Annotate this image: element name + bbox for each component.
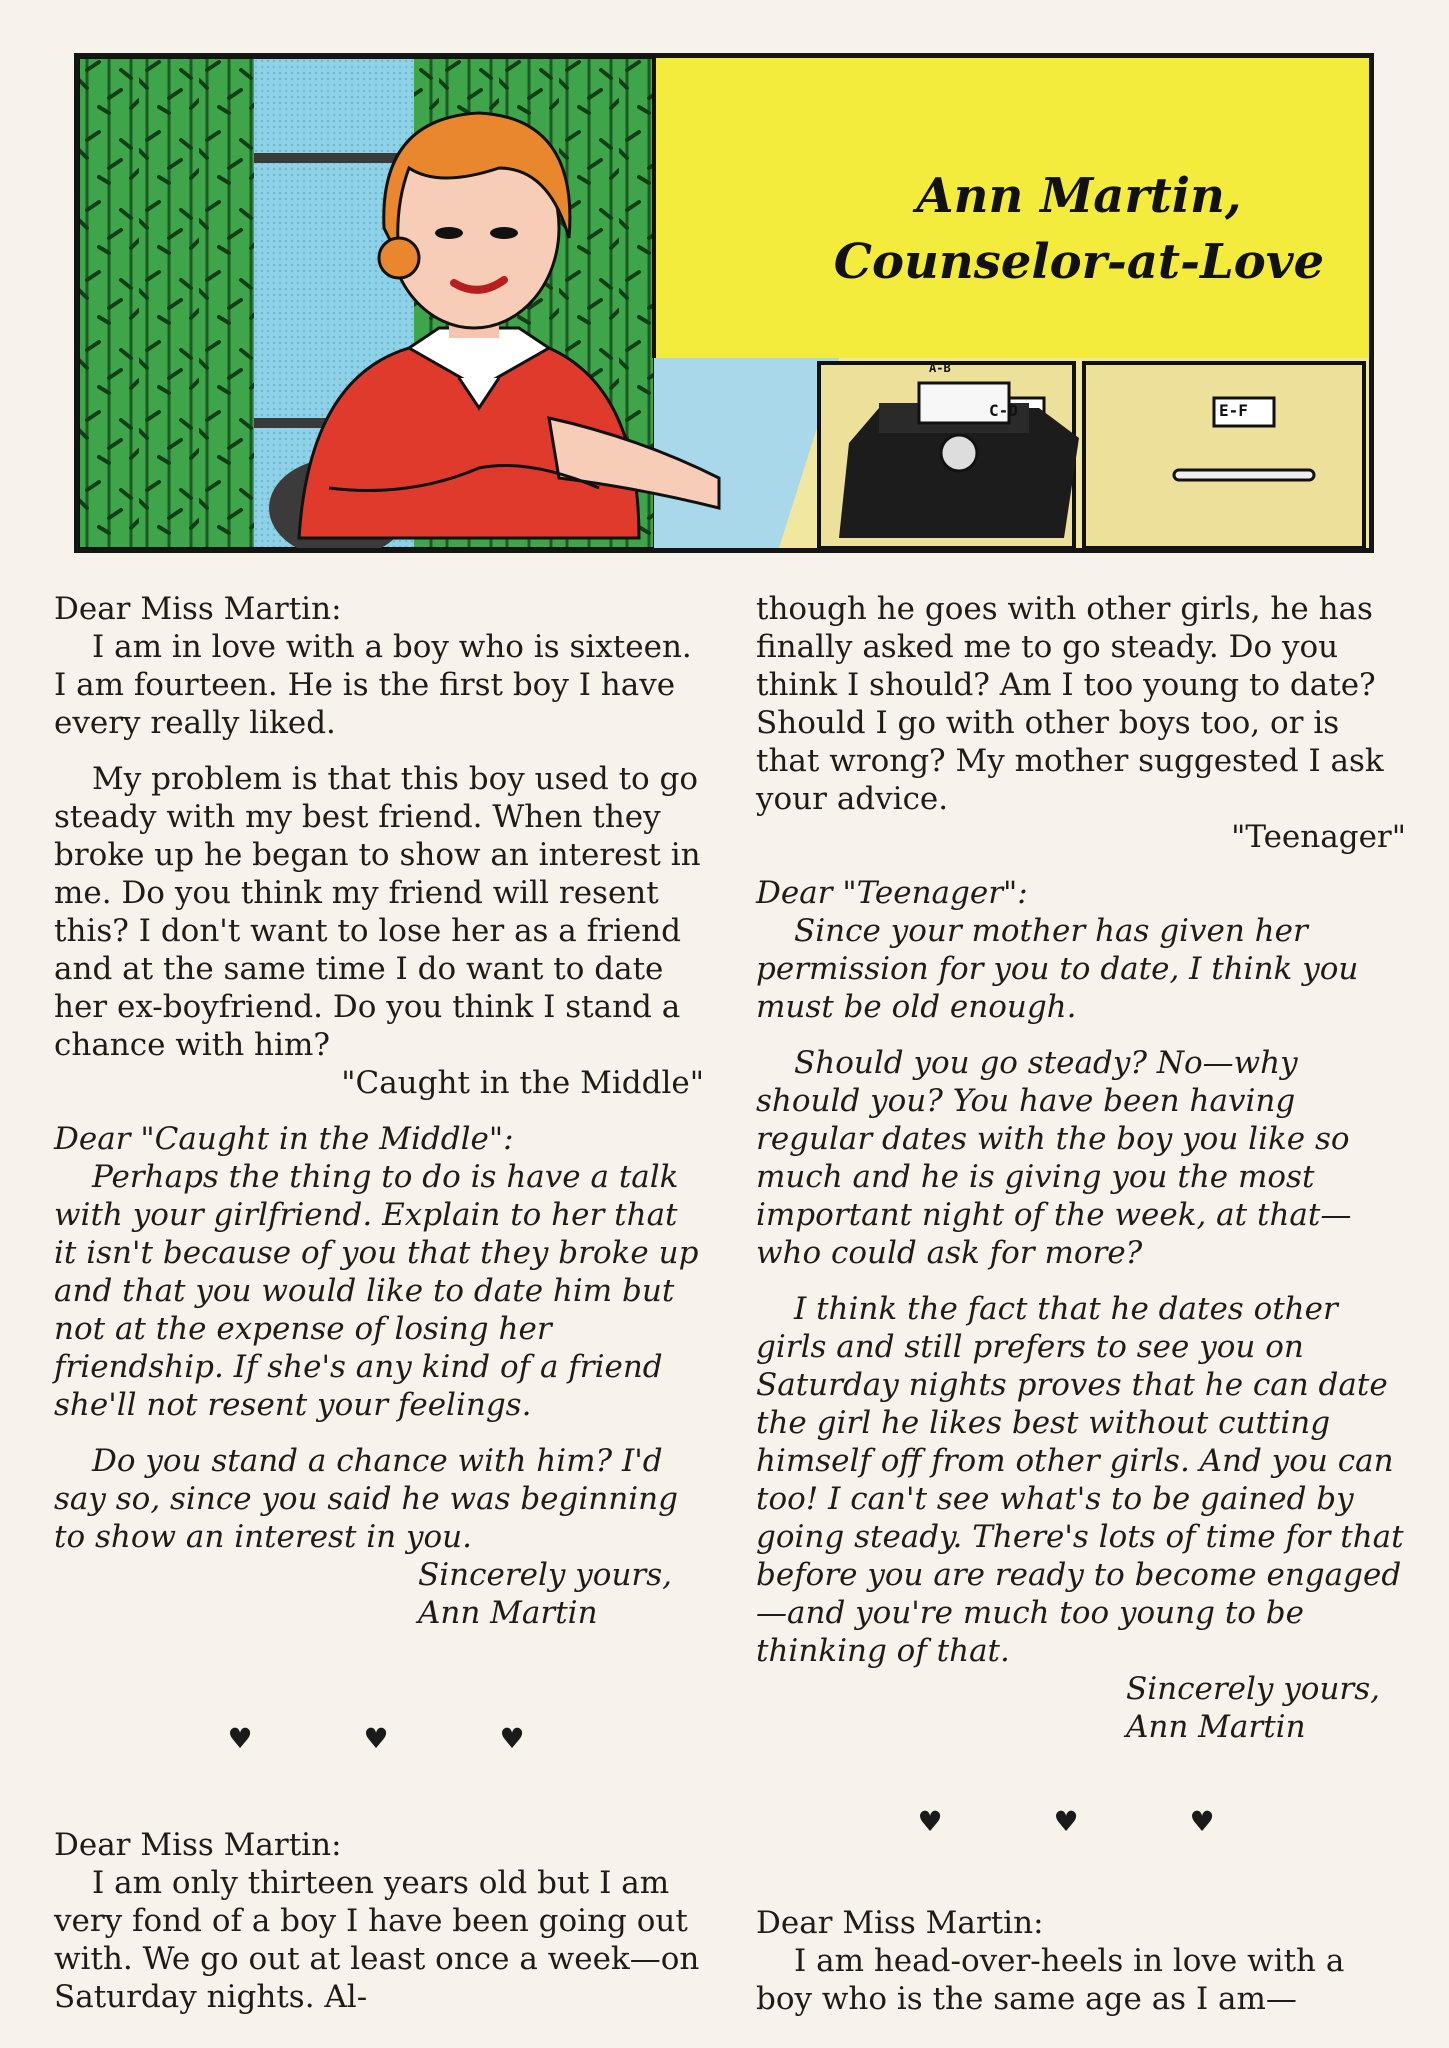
letter3-salutation: Dear Miss Martin: <box>756 1905 1044 1941</box>
letter2-salutation: Dear Miss Martin: <box>54 1827 342 1863</box>
reply1-para2: Do you stand a chance with him? I'd say so, since you said he was beginning to show an interest in you. <box>54 1443 678 1555</box>
letter3-start <box>756 1904 1406 2018</box>
heart-icon: ♥ <box>1053 1805 1079 1838</box>
reply2-para3: I think the fact that he dates other girls and still prefers to see you on Saturday nights proves that he can date the girl he likes best without cutting himself off from other girls. And you can too! I can't see what's to be gained by going steady. There's lots of time for that before you are ready to become engaged—and you're much too young to be thinking of that. <box>756 1291 1404 1669</box>
letter2-start <box>54 1826 704 2016</box>
heart-icon: ♥ <box>227 1722 253 1755</box>
letter1-signature: "Caught in the Middle" <box>341 1065 704 1101</box>
separator-hearts-left <box>172 1722 580 1755</box>
reply1-closing: Sincerely yours, <box>418 1557 672 1593</box>
header-illustration <box>74 53 1374 553</box>
reply1-para1: Perhaps the thing to do is have a talk with your girlfriend. Explain to her that it isn't because of you that they broke up and that you would like to date him but not at the expense of losing her friendship. If she's any kind of a friend she'll not resent your feelings. <box>54 1159 699 1423</box>
heart-icon: ♥ <box>363 1722 389 1755</box>
right-column <box>756 590 1406 1746</box>
reply1-salutation: Dear "Caught in the Middle": <box>54 1121 514 1157</box>
left-column <box>54 590 704 1632</box>
counselor-illustration <box>79 58 1369 548</box>
drawer-label-ef: E-F <box>1219 401 1248 420</box>
letter1-para2: My problem is that this boy used to go steady with my best friend. When they broke up he began to show an interest in me. Do you think my friend will resent this? I don't want to lose her as a friend and at the same time I do want to date her ex-boyfriend. Do you think I stand a chance with him? <box>54 761 701 1063</box>
reply2-closing: Sincerely yours, <box>1126 1671 1380 1707</box>
letter1-salutation: Dear Miss Martin: <box>54 591 342 627</box>
drawer-label-ab: A-B <box>929 361 951 375</box>
reply2-name: Ann Martin <box>1126 1709 1306 1745</box>
reply2-para1: Since your mother has given her permission for you to date, I think you must be old enough. <box>756 913 1359 1025</box>
letter2-para1: I am only thirteen years old but I am very fond of a boy I have been going out with. We go out at least once a week—on Saturday nights. Al- <box>54 1865 700 2015</box>
drawer-label-cd: C-D <box>989 401 1018 420</box>
letter3-para1: I am head-over-heels in love with a boy who is the same age as I am— <box>756 1943 1345 2017</box>
letter2-signature: "Teenager" <box>1231 819 1406 855</box>
heart-icon: ♥ <box>1189 1805 1215 1838</box>
column-title <box>819 163 1339 295</box>
separator-hearts-right <box>862 1805 1270 1838</box>
heart-icon: ♥ <box>499 1722 525 1755</box>
reply2-para2: Should you go steady? No—why should you? You have been having regular dates with the boy you like so much and he is giving you the most important night of the week, at that—who could ask for more? <box>756 1045 1352 1271</box>
column-title-line2: Counselor-at-Love <box>833 234 1325 290</box>
reply1-name: Ann Martin <box>418 1595 598 1631</box>
heart-icon: ♥ <box>917 1805 943 1838</box>
reply2-salutation: Dear "Teenager": <box>756 875 1028 911</box>
column-title-line1: Ann Martin, <box>916 168 1242 224</box>
letter1-para1: I am in love with a boy who is sixteen. I am fourteen. He is the first boy I have every really liked. <box>54 629 692 741</box>
letter2-continued: though he goes with other girls, he has finally asked me to go steady. Do you think I should? Am I too young to date? Should I go with other boys too, or is that wrong? My mother suggested I ask your advice. <box>756 591 1384 817</box>
